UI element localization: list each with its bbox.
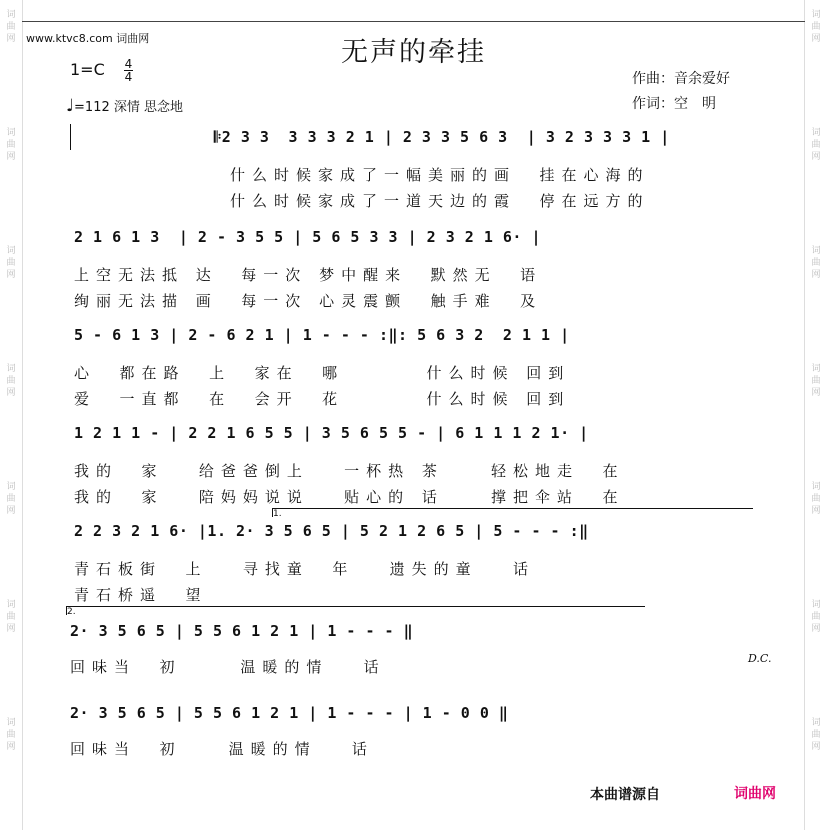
watermark-glyph: 曲 — [6, 494, 16, 504]
watermark-glyph: 曲 — [6, 22, 16, 32]
volta-1-label: 1. — [273, 509, 282, 519]
lyricist-credit: 作词：空 明 — [632, 96, 716, 112]
watermark-glyph: 曲 — [811, 730, 821, 740]
right-margin-watermark — [804, 0, 827, 830]
footer-site-logo[interactable]: 词曲网 — [734, 786, 776, 802]
watermark-glyph: 词 — [811, 128, 821, 138]
watermark-glyph: 曲 — [811, 612, 821, 622]
system-start-bar — [70, 124, 71, 150]
watermark-glyph: 网 — [811, 270, 821, 280]
watermark-glyph: 网 — [811, 624, 821, 634]
lyric-row-4b: 我的 家 陪妈妈说说 贴心的 话 撑把伞站 在 — [74, 488, 625, 506]
watermark-glyph: 曲 — [811, 494, 821, 504]
volta-1-bracket — [272, 508, 753, 517]
lyric-row-6: 回味当 初 温暖的情 话 — [70, 658, 386, 676]
footer-source-label: 本曲谱源自 — [590, 787, 660, 803]
lyric-row-2b: 绚丽无法描 画 每一次 心灵震颤 触手难 及 — [74, 292, 543, 310]
watermark-glyph: 网 — [6, 152, 16, 162]
watermark-glyph: 曲 — [6, 612, 16, 622]
lyric-row-1a: 什么时候家成了一幅美丽的画 挂在心海的 — [230, 166, 650, 184]
watermark-glyph: 词 — [6, 482, 16, 492]
header-rule — [22, 21, 805, 22]
dc-marking: D.C. — [748, 652, 772, 665]
watermark-glyph: 词 — [6, 718, 16, 728]
lyric-row-1b: 什么时候家成了一道天边的霞 停在远方的 — [230, 192, 650, 210]
watermark-glyph: 网 — [811, 388, 821, 398]
watermark-glyph: 网 — [6, 270, 16, 280]
watermark-glyph: 词 — [6, 10, 16, 20]
watermark-glyph: 曲 — [6, 258, 16, 268]
watermark-glyph: 曲 — [811, 376, 821, 386]
lyric-row-4a: 我的 家 给爸爸倒上 一杯热 茶 轻松地走 在 — [74, 462, 625, 480]
left-margin-watermark — [0, 0, 23, 830]
watermark-glyph: 网 — [6, 624, 16, 634]
site-url[interactable]: www.ktvc8.com 词曲网 — [26, 32, 150, 45]
watermark-glyph: 词 — [811, 246, 821, 256]
meter-top: 4 — [124, 57, 133, 71]
key-signature: 1=C — [70, 60, 105, 79]
watermark-glyph: 词 — [811, 718, 821, 728]
lyric-row-5a: 青石板街 上 寻找童 年 遗失的童 话 — [74, 560, 535, 578]
volta-2-bracket — [66, 606, 645, 615]
watermark-glyph: 网 — [811, 742, 821, 752]
watermark-glyph: 网 — [6, 388, 16, 398]
tempo-text: =112 深情 思念地 — [74, 100, 184, 115]
watermark-glyph: 词 — [6, 364, 16, 374]
watermark-glyph: 网 — [811, 34, 821, 44]
score-row-4: 1 2 1 1 - | 2 2 1 6 5 5 | 3 5 6 5 5 - | 6 1 1 1 2 1· | — [74, 424, 589, 442]
watermark-glyph: 曲 — [6, 730, 16, 740]
watermark-glyph: 网 — [811, 152, 821, 162]
watermark-glyph: 曲 — [6, 376, 16, 386]
watermark-glyph: 曲 — [811, 22, 821, 32]
lyric-row-3b: 爱 一直都 在 会开 花 什么时候 回到 — [74, 390, 571, 408]
watermark-glyph: 词 — [6, 600, 16, 610]
time-signature — [124, 58, 133, 83]
watermark-glyph: 词 — [811, 364, 821, 374]
watermark-glyph: 网 — [6, 506, 16, 516]
quarter-note-icon: ♩ — [66, 96, 75, 116]
watermark-glyph: 网 — [6, 34, 16, 44]
meter-bottom: 4 — [124, 70, 133, 84]
volta-2-label: 2. — [67, 607, 76, 617]
composer-credit: 作曲：音余爱好 — [632, 71, 730, 87]
watermark-glyph: 曲 — [811, 258, 821, 268]
lyric-row-7: 回味当 初 温暖的情 话 — [70, 740, 374, 758]
watermark-glyph: 词 — [811, 10, 821, 20]
score-row-6: 2· 3 5 6 5 | 5 5 6 1 2 1 | 1 - - - ‖ — [70, 622, 414, 640]
score-row-2: 2 1 6 1 3 | 2 - 3 5 5 | 5 6 5 3 3 | 2 3 2 1 6· | — [74, 228, 542, 246]
song-title: 无声的牵挂 — [341, 37, 486, 68]
watermark-glyph: 词 — [6, 246, 16, 256]
lyric-row-5b: 青石桥遥 望 — [74, 586, 208, 604]
score-row-1: 𝄆2 3 3 3 3 3 2 1 | 2 3 3 5 6 3 | 3 2 3 3 3 1 | — [214, 128, 670, 146]
score-row-7: 2· 3 5 6 5 | 5 5 6 1 2 1 | 1 - - - | 1 - 0 0 ‖ — [70, 704, 509, 722]
score-row-5: 2 2 3 2 1 6· |1. 2· 3 5 6 5 | 5 2 1 2 6 5 | 5 - - - :‖ — [74, 522, 589, 540]
lyric-row-2a: 上空无法抵 达 每一次 梦中醒来 默然无 语 — [74, 266, 543, 284]
lyric-row-3a: 心 都在路 上 家在 哪 什么时候 回到 — [74, 364, 571, 382]
watermark-glyph: 网 — [811, 506, 821, 516]
watermark-glyph: 词 — [6, 128, 16, 138]
watermark-glyph: 词 — [811, 482, 821, 492]
watermark-glyph: 词 — [811, 600, 821, 610]
watermark-glyph: 曲 — [811, 140, 821, 150]
score-row-3: 5 - 6 1 3 | 2 - 6 2 1 | 1 - - - :‖: 5 6 3 2 2 1 1 | — [74, 326, 570, 344]
watermark-glyph: 曲 — [6, 140, 16, 150]
watermark-glyph: 网 — [6, 742, 16, 752]
tempo-marking — [66, 96, 183, 116]
